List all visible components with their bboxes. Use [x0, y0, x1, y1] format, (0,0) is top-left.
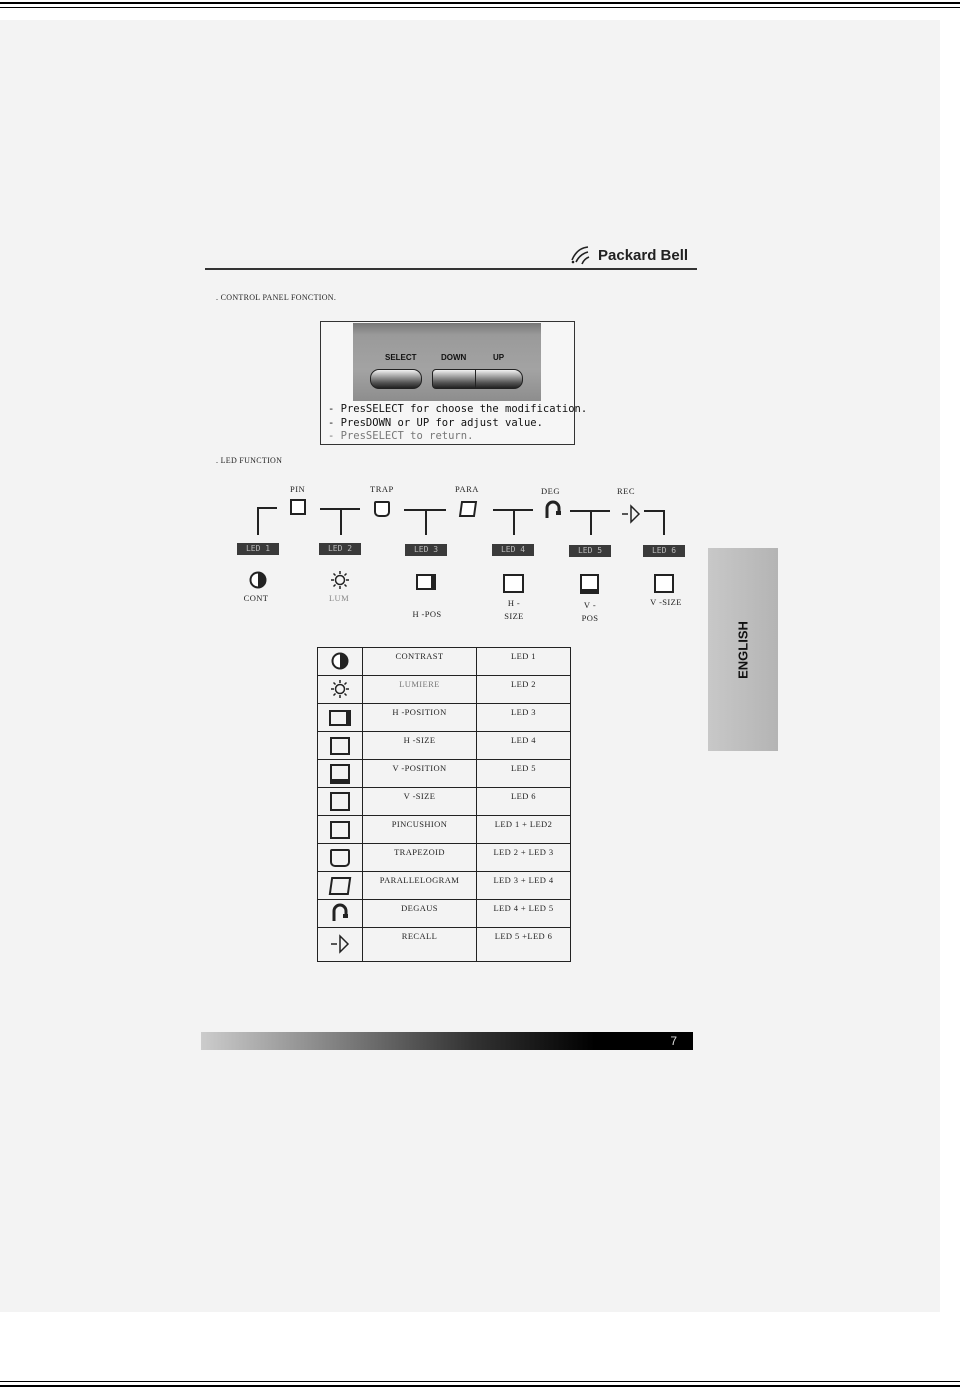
table-row [318, 732, 571, 760]
led-function-table [317, 647, 571, 962]
instruction-3: - PresSELECT to return. [328, 430, 474, 442]
control-panel-photo [353, 323, 541, 401]
row-name: RECALL [363, 928, 477, 962]
instruction-1: - PresSELECT for choose the modification. [328, 403, 588, 415]
connector [257, 507, 259, 535]
connector [590, 510, 592, 535]
row-led: LED 5 +LED 6 [477, 928, 571, 962]
down-button[interactable] [432, 369, 476, 389]
recall-icon [620, 504, 642, 524]
table-row [318, 900, 571, 928]
packard-bell-logo-icon [568, 244, 594, 266]
parallelogram-icon [329, 877, 352, 895]
led-6: LED 6 [643, 545, 685, 557]
label-h-pos: H -POS [412, 609, 442, 619]
language-side-tab [708, 548, 778, 751]
led-4: LED 4 [492, 544, 534, 556]
label-pin: PIN [290, 484, 306, 494]
row-name: DEGAUS [363, 900, 477, 928]
led-2: LED 2 [319, 543, 361, 555]
h-position-icon [416, 574, 436, 590]
v-position-icon [330, 764, 350, 784]
footer-bar [201, 1032, 693, 1050]
up-button[interactable] [475, 369, 523, 389]
row-name: LUMIERE [363, 676, 477, 704]
v-position-icon [580, 574, 599, 594]
table-row [318, 760, 571, 788]
row-name: PARALLELOGRAM [363, 872, 477, 900]
row-led: LED 3 [477, 704, 571, 732]
connector [644, 510, 664, 512]
brightness-icon [330, 679, 350, 699]
row-name: H -POSITION [363, 704, 477, 732]
row-name: H -SIZE [363, 732, 477, 760]
degauss-icon [544, 500, 562, 520]
parallelogram-icon [459, 501, 477, 517]
row-led: LED 4 [477, 732, 571, 760]
label-trap: TRAP [370, 484, 394, 494]
label-cont: CONT [243, 593, 269, 603]
label-v-size: V -SIZE [650, 597, 682, 607]
brand-name: Packard Bell [598, 246, 689, 264]
row-led: LED 4 + LED 5 [477, 900, 571, 928]
connector [425, 509, 427, 535]
row-led: LED 2 + LED 3 [477, 844, 571, 872]
table-row [318, 648, 571, 676]
row-name: V -SIZE [363, 788, 477, 816]
connector [340, 508, 342, 535]
table-row [318, 816, 571, 844]
row-led: LED 1 + LED2 [477, 816, 571, 844]
label-rec: REC [617, 486, 636, 496]
select-label: SELECT [385, 353, 417, 362]
down-label: DOWN [441, 353, 467, 362]
section-title-control-panel: . CONTROL PANEL FONCTION. [216, 293, 337, 302]
table-row [318, 872, 571, 900]
label-para: PARA [455, 484, 479, 494]
trapezoid-icon [330, 849, 350, 867]
bottom-rule-2 [0, 1385, 960, 1387]
row-name: PINCUSHION [363, 816, 477, 844]
page-number: 7 [670, 1034, 677, 1048]
row-name: V -POSITION [363, 760, 477, 788]
bottom-rule-1 [0, 1381, 960, 1382]
pincushion-icon [330, 821, 350, 839]
label-lum: LUM [328, 593, 350, 603]
table-row [318, 788, 571, 816]
language-label: ENGLISH [735, 620, 751, 679]
row-led: LED 6 [477, 788, 571, 816]
row-name: CONTRAST [363, 648, 477, 676]
header-rule [205, 268, 697, 270]
label-v-pos: V - POS [581, 600, 599, 623]
row-name: TRAPEZOID [363, 844, 477, 872]
pincushion-icon [290, 499, 306, 515]
table-row [318, 704, 571, 732]
top-rule-1 [0, 2, 960, 4]
row-led: LED 2 [477, 676, 571, 704]
connector [513, 509, 515, 535]
table-row [318, 928, 571, 962]
v-size-icon [330, 792, 350, 811]
top-rule-2 [0, 7, 960, 8]
h-size-icon [330, 737, 350, 755]
v-size-icon [654, 574, 674, 593]
select-button[interactable] [370, 369, 422, 389]
up-label: UP [493, 353, 505, 362]
connector [257, 507, 277, 509]
h-size-icon [503, 574, 524, 593]
row-led: LED 5 [477, 760, 571, 788]
trapezoid-icon [374, 501, 390, 517]
brand-header [568, 244, 688, 266]
h-position-icon [329, 710, 351, 726]
row-led: LED 3 + LED 4 [477, 872, 571, 900]
row-led: LED 1 [477, 648, 571, 676]
table-row [318, 676, 571, 704]
recall-icon [329, 934, 351, 954]
connector [663, 510, 665, 535]
led-5: LED 5 [569, 545, 611, 557]
table-row [318, 844, 571, 872]
label-h-size: H - SIZE [504, 598, 524, 621]
contrast-icon [249, 571, 267, 589]
label-deg: DEG [541, 486, 560, 496]
led-1: LED 1 [237, 543, 279, 555]
degauss-icon [331, 903, 349, 923]
led-3: LED 3 [405, 544, 447, 556]
contrast-icon [331, 652, 349, 670]
instruction-2: - PresDOWN or UP for adjust value. [328, 417, 543, 429]
section-title-led-function: . LED FUNCTION [216, 456, 283, 465]
brightness-icon [330, 570, 350, 590]
